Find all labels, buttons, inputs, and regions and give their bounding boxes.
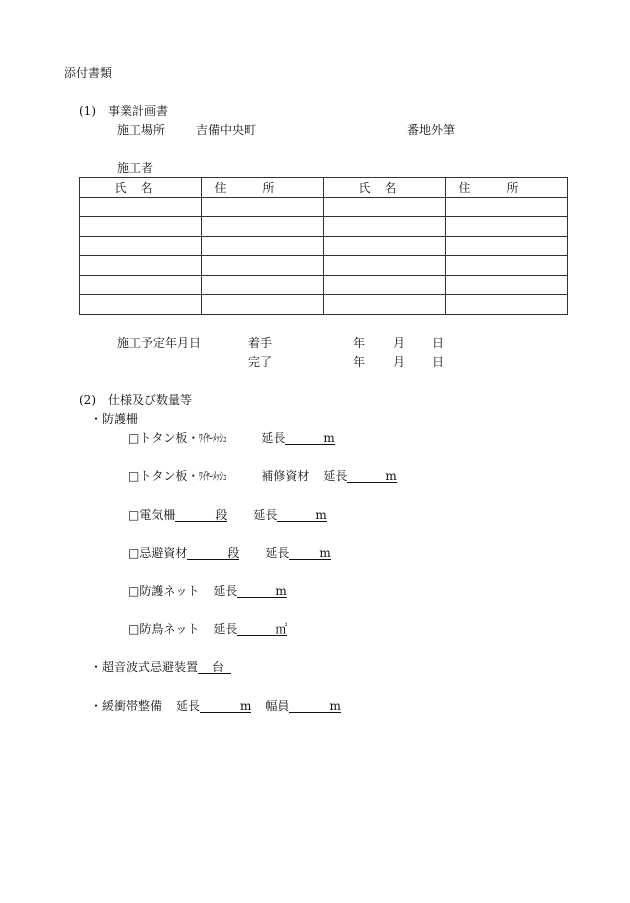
item-buffer-zone: ・緩衝帯整備 延長 m 幅員 m xyxy=(90,699,341,713)
table-cell xyxy=(80,236,202,256)
table-cell xyxy=(446,197,568,217)
table-cell xyxy=(80,295,202,315)
end-year: 年 xyxy=(353,355,366,369)
schedule-start: 着手 xyxy=(248,336,273,350)
location-label: 施工場所 xyxy=(117,123,166,137)
end-month: 月 xyxy=(393,355,406,369)
item-tin-wire-mesh-repair: □トタン板・ﾜｲﾔｰﾒｯｼｭ 補修資材 延長 m xyxy=(128,469,397,483)
table-cell xyxy=(446,275,568,295)
table-cell xyxy=(446,295,568,315)
start-day: 日 xyxy=(432,336,445,350)
start-year: 年 xyxy=(353,336,366,350)
table-cell xyxy=(202,256,324,276)
table-cell xyxy=(446,236,568,256)
table-cell xyxy=(324,197,446,217)
end-day: 日 xyxy=(432,355,445,369)
table-row xyxy=(80,256,568,276)
table-cell xyxy=(202,197,324,217)
header-address-1: 住所 xyxy=(202,178,324,198)
workers-table xyxy=(79,177,568,315)
table-row xyxy=(80,197,568,217)
section2-heading: (2) 仕様及び数量等 xyxy=(79,393,192,407)
table-cell xyxy=(202,236,324,256)
table-row xyxy=(80,295,568,315)
table-cell xyxy=(324,217,446,237)
item-electric-fence: □電気柵 段 延長 m xyxy=(128,508,327,522)
table-cell xyxy=(202,275,324,295)
checkbox-icon[interactable]: □ xyxy=(128,622,140,636)
header-name-1: 氏名 xyxy=(80,178,202,198)
checkbox-icon[interactable]: □ xyxy=(128,508,140,522)
table-row xyxy=(80,236,568,256)
item-protection-net: □防護ネット 延長 m xyxy=(128,584,287,598)
checkbox-icon[interactable]: □ xyxy=(128,469,140,483)
checkbox-icon[interactable]: □ xyxy=(128,431,140,445)
table-header-row xyxy=(80,178,568,198)
section1-heading: (1) 事業計画書 xyxy=(79,104,168,118)
checkbox-icon[interactable]: □ xyxy=(128,584,140,598)
schedule-end: 完了 xyxy=(248,355,273,369)
item-bird-net: □防鳥ネット 延長 ㎡ xyxy=(128,622,288,636)
table-cell xyxy=(324,275,446,295)
table-row xyxy=(80,275,568,295)
start-month: 月 xyxy=(393,336,406,350)
item-repellent-material: □忌避資材 段 延長 m xyxy=(128,546,331,560)
table-row xyxy=(80,217,568,237)
table-cell xyxy=(80,217,202,237)
schedule-label: 施工予定年月日 xyxy=(117,336,202,350)
table-cell xyxy=(324,236,446,256)
table-cell xyxy=(446,217,568,237)
table-cell xyxy=(324,295,446,315)
fence-heading: ・防護柵 xyxy=(90,412,139,426)
location-suffix: 番地外筆 xyxy=(407,123,456,137)
table-cell xyxy=(80,275,202,295)
table-cell xyxy=(202,295,324,315)
table-cell xyxy=(202,217,324,237)
table-cell xyxy=(324,256,446,276)
table-cell xyxy=(80,256,202,276)
document-title: 添付書類 xyxy=(64,66,113,80)
header-address-2: 住所 xyxy=(446,178,568,198)
table-cell xyxy=(446,256,568,276)
workers-label: 施工者 xyxy=(117,161,154,175)
location-value: 吉備中央町 xyxy=(196,123,257,137)
item-tin-wire-mesh: □トタン板・ﾜｲﾔｰﾒｯｼｭ 延長 m xyxy=(128,431,335,445)
item-ultrasonic-repeller: ・超音波式忌避装置 台 xyxy=(90,660,231,674)
table-cell xyxy=(80,197,202,217)
checkbox-icon[interactable]: □ xyxy=(128,546,140,560)
header-name-2: 氏名 xyxy=(324,178,446,198)
